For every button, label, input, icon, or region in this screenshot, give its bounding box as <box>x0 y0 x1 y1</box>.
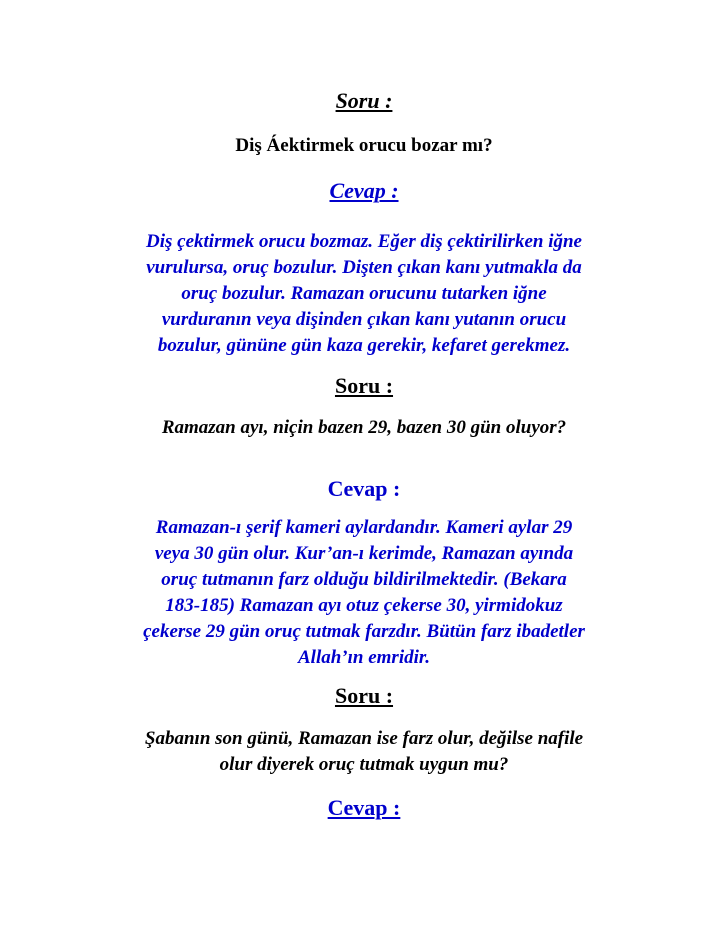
question-2-line-1: Ramazan ayı, niçin bazen 29, bazen 30 gün oluyor? <box>161 417 567 438</box>
answer-2-line-6: Allah’ın emridir. <box>298 647 430 668</box>
answer-2-line-1: Ramazan-ı şerif kameri aylardandır. Kameri aylar 29 <box>155 517 573 538</box>
answer-2-line-4: 183-185) Ramazan ayı otuz çekerse 30, yirmidokuz <box>165 595 563 616</box>
answer-2-line-5: çekerse 29 gün oruç tutmak farzdır. Bütün farz ibadetler <box>143 621 585 642</box>
answer-1-line-5: bozulur, gününe gün kaza gerekir, kefaret gerekmez. <box>157 335 571 356</box>
cevap-heading-2: Cevap : <box>327 476 401 501</box>
answer-1-line-3: oruç bozulur. Ramazan orucunu tutarken iğne <box>181 283 547 304</box>
answer-2-line-3: oruç tutmanın farz olduğu bildirilmektedir. (Bekara <box>161 569 567 590</box>
question-3-line-1: Şabanın son günü, Ramazan ise farz olur, değilse nafile <box>144 728 584 749</box>
soru-heading-3: Soru : <box>334 683 394 708</box>
soru-heading-1: Soru : <box>335 88 393 113</box>
cevap-heading-3: Cevap : <box>327 795 401 820</box>
soru-heading-2: Soru : <box>334 373 394 398</box>
cevap-heading-1: Cevap : <box>329 178 399 203</box>
answer-2-line-2: veya 30 gün olur. Kur’an-ı kerimde, Ramazan ayında <box>154 543 574 564</box>
question-3-line-2: olur diyerek oruç tutmak uygun mu? <box>219 754 509 775</box>
answer-1-line-1: Diş çektirmek orucu bozmaz. Eğer diş çektirilirken iğne <box>146 231 582 252</box>
question-1-line-1: Diş Áektirmek orucu bozar mı? <box>235 135 493 156</box>
answer-1-line-2: vurulursa, oruç bozulur. Dişten çıkan kanı yutmakla da <box>146 257 582 278</box>
answer-1-line-4: vurduranın veya dişinden çıkan kanı yutanın orucu <box>161 309 567 330</box>
